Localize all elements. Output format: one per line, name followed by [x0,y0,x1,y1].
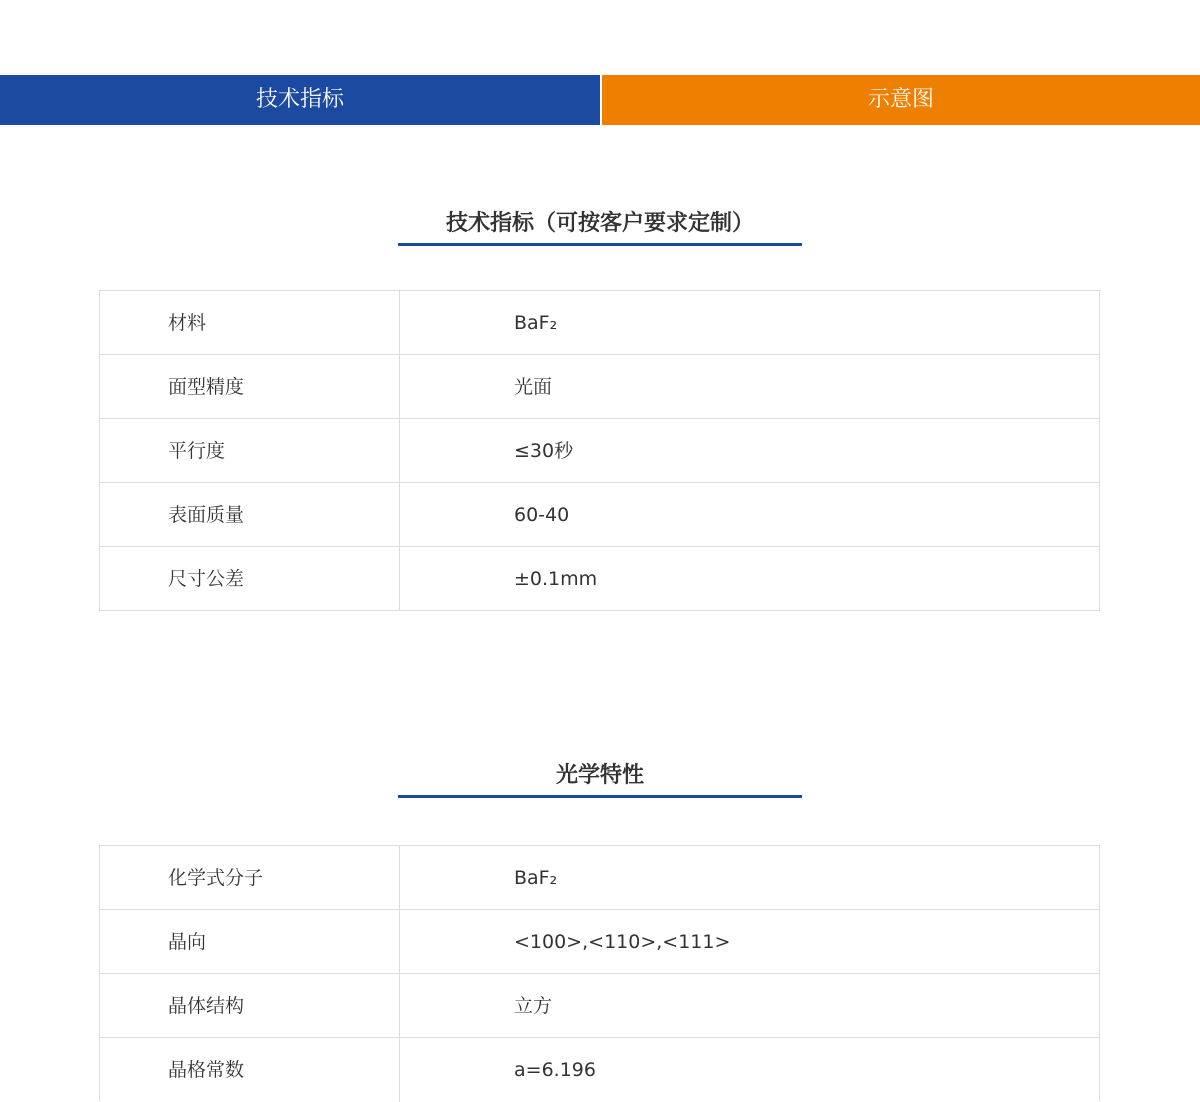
section-title-optical-properties: 光学特性 [555,763,644,788]
tab-bar [0,75,1200,125]
table-row [100,910,1099,974]
spec-value: BaF₂ [514,867,558,889]
spec-value: <100>,<110>,<111> [514,931,731,953]
table-row [100,846,1099,910]
table-row [100,1038,1099,1102]
section-title-tech-specs: 技术指标（可按客户要求定制） [445,211,754,236]
spec-value: a=6.196 [514,1059,596,1081]
spec-key: 面型精度 [100,355,400,418]
table-row [100,355,1099,419]
spec-key: 表面质量 [100,483,400,546]
tab-tech-specs[interactable]: 技术指标 [0,75,600,125]
spec-key: 平行度 [100,419,400,482]
table-row [100,483,1099,547]
table-row [100,547,1099,611]
tech-specs-table [99,290,1100,611]
spec-key: 材料 [100,291,400,354]
spec-value: 60-40 [514,504,570,526]
spec-key: 晶向 [100,910,400,973]
spec-key: 尺寸公差 [100,547,400,611]
table-row [100,419,1099,483]
spec-value: 光面 [514,376,553,398]
table-row [100,291,1099,355]
spec-key: 晶体结构 [100,974,400,1037]
table-row [100,974,1099,1038]
spec-value: ±0.1mm [514,568,598,590]
spec-key: 晶格常数 [100,1038,400,1102]
tab-diagram[interactable]: 示意图 [602,75,1200,125]
optical-properties-table [99,845,1100,1101]
spec-value: 立方 [514,995,553,1017]
spec-value: BaF₂ [514,312,558,334]
section-title-underline [398,243,802,246]
section-title-underline [398,795,802,798]
spec-value: ≤30秒 [514,440,574,462]
spec-key: 化学式分子 [100,846,400,909]
